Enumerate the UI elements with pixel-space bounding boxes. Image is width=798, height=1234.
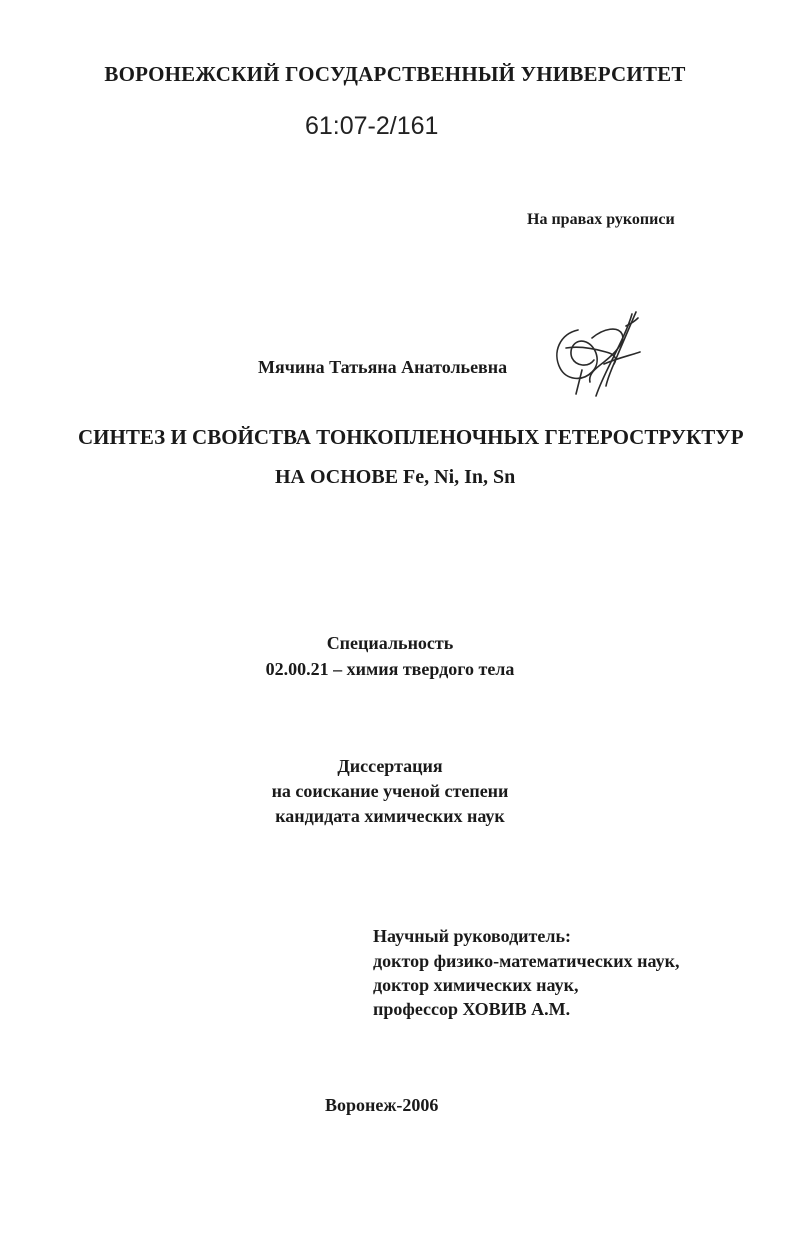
signature-icon	[548, 308, 648, 403]
thesis-title-line2: НА ОСНОВЕ Fe, Ni, In, Sn	[275, 466, 516, 488]
dissertation-purpose: на соискание ученой степени	[271, 781, 509, 801]
advisor-degree-1: доктор физико-математических наук,	[373, 951, 680, 971]
author-name: Мячина Татьяна Анатольевна	[258, 357, 508, 377]
city-year: Воронеж-2006	[325, 1095, 439, 1115]
advisor-degree-2: доктор химических наук,	[373, 975, 579, 995]
thesis-title-line1: СИНТЕЗ И СВОЙСТВА ТОНКОПЛЕНОЧНЫХ ГЕТЕРОСТРУКТУР	[78, 425, 744, 449]
specialty-label: Специальность	[326, 633, 454, 653]
dissertation-degree: кандидата химических наук	[275, 806, 505, 826]
university-name: ВОРОНЕЖСКИЙ ГОСУДАРСТВЕННЫЙ УНИВЕРСИТЕТ	[104, 62, 686, 86]
rights-note: На правах рукописи	[527, 211, 675, 228]
specialty-value: 02.00.21 – химия твердого тела	[265, 659, 515, 679]
catalog-code: 61:07-2/161	[305, 112, 439, 140]
advisor-name: профессор ХОВИВ А.М.	[373, 999, 571, 1019]
advisor-label: Научный руководитель:	[373, 926, 571, 946]
dissertation-heading: Диссертация	[337, 756, 443, 776]
